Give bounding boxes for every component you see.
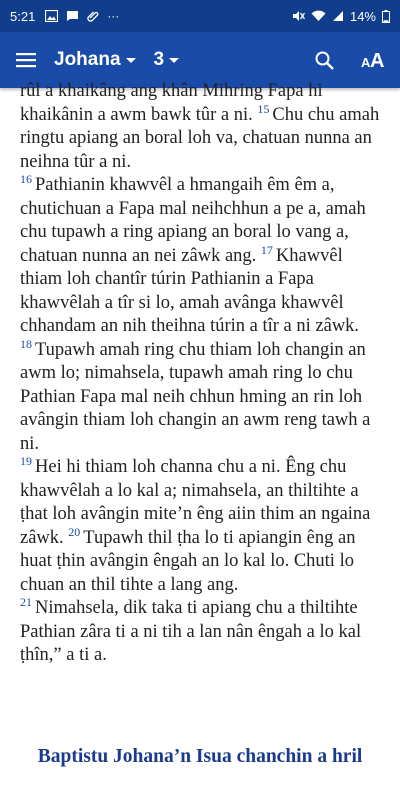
verse-text: Nimahsela, dik taka ti apiang chu a thiltihte Pathian zâra ti a ni tih a lan nân êngah a lo kal ṭhîn,” a ti a. bbox=[20, 598, 362, 665]
mute-icon bbox=[292, 10, 305, 22]
status-right bbox=[292, 9, 390, 24]
verse-number[interactable]: 19 bbox=[20, 453, 35, 468]
passage-text bbox=[20, 80, 384, 174]
passage-paragraph bbox=[20, 453, 384, 597]
book-name: Johana bbox=[54, 49, 121, 70]
status-time: 5:21 bbox=[10, 8, 36, 24]
svg-text:A: A bbox=[361, 54, 371, 69]
verse-number[interactable]: 17 bbox=[260, 242, 276, 257]
search-icon bbox=[315, 51, 334, 70]
verse-text: Hei hi thiam loh channa chu a ni. Êng chu khawvêlah a lo kal a; nimahsela, an thiltihte a ṭhat loh avângin mite’n êng aiin thim an ngaina zâwk. bbox=[20, 457, 371, 548]
verse-text: Khawvêl thiam loh chantîr túrin Pathianin a Fapa khawvêlah a tîr si lo, amah avânga khawvêl chhandam an nih theihna túrin a tîr a ni zâwk. bbox=[20, 245, 360, 336]
svg-text:A: A bbox=[370, 49, 385, 69]
attachment-icon bbox=[87, 10, 99, 22]
verse-number[interactable]: 18 bbox=[20, 336, 35, 351]
text-size-icon bbox=[361, 47, 387, 74]
status-bar bbox=[0, 0, 400, 32]
verse-number[interactable]: 21 bbox=[20, 594, 35, 609]
more-notifications-icon: ··· bbox=[107, 9, 120, 23]
passage-paragraph bbox=[20, 171, 384, 339]
section-heading: Baptistu Johana’n Isua chanchin a hril bbox=[37, 746, 363, 767]
verse-text: Chu chu amah ringtu apiang an boral loh va, chatuan nunna an neihna tûr a ni. bbox=[20, 104, 380, 172]
verse-number[interactable]: 15 bbox=[257, 101, 273, 116]
verse-number[interactable]: 20 bbox=[68, 524, 84, 539]
passage-lead: rûl a khaikâng ang khân Mihring Fapa hi khaikânin a awm bawk tûr a ni. bbox=[20, 81, 323, 125]
notification-icons bbox=[45, 9, 119, 23]
passage-paragraph bbox=[20, 594, 384, 668]
hamburger-menu-icon bbox=[16, 52, 36, 68]
chapter-selector[interactable] bbox=[154, 49, 180, 71]
battery-percent: 14% bbox=[349, 8, 376, 24]
book-selector[interactable] bbox=[54, 49, 136, 71]
battery-icon bbox=[382, 10, 390, 23]
passage-paragraph bbox=[20, 336, 384, 457]
verse-text: Tupawh amah ring chu thiam loh changin an awm lo; nimahsela, tupawh amah ring lo chu Pathian Fapa mal neih chhun hming an rin loh avângin thiam loh changin an awm reng tawh a ni. bbox=[20, 339, 371, 454]
verse-text: Pathianin khawvêl a hmangaih êm êm a, chutichuan a Fapa mal neihchhun a pe a, amah chu tupawh a ring apiang an boral lo vang a, chatuan nunna an nei zâwk ang. bbox=[20, 175, 366, 266]
message-icon bbox=[66, 10, 79, 22]
signal-icon bbox=[332, 10, 344, 22]
chapter-number: 3 bbox=[153, 49, 165, 70]
verse-number[interactable]: 16 bbox=[20, 171, 35, 186]
image-icon bbox=[45, 10, 58, 22]
bible-passage bbox=[20, 80, 384, 668]
chevron-down-icon bbox=[126, 58, 136, 63]
verse-text: Tupawh thil ṭha lo ti apiangin êng an huat ṭhin avângin êngah an lo kal lo. Chuti lo chuan an thil tihte a lang ang. bbox=[20, 527, 356, 595]
chevron-down-icon bbox=[169, 58, 179, 63]
wifi-icon bbox=[311, 10, 326, 22]
